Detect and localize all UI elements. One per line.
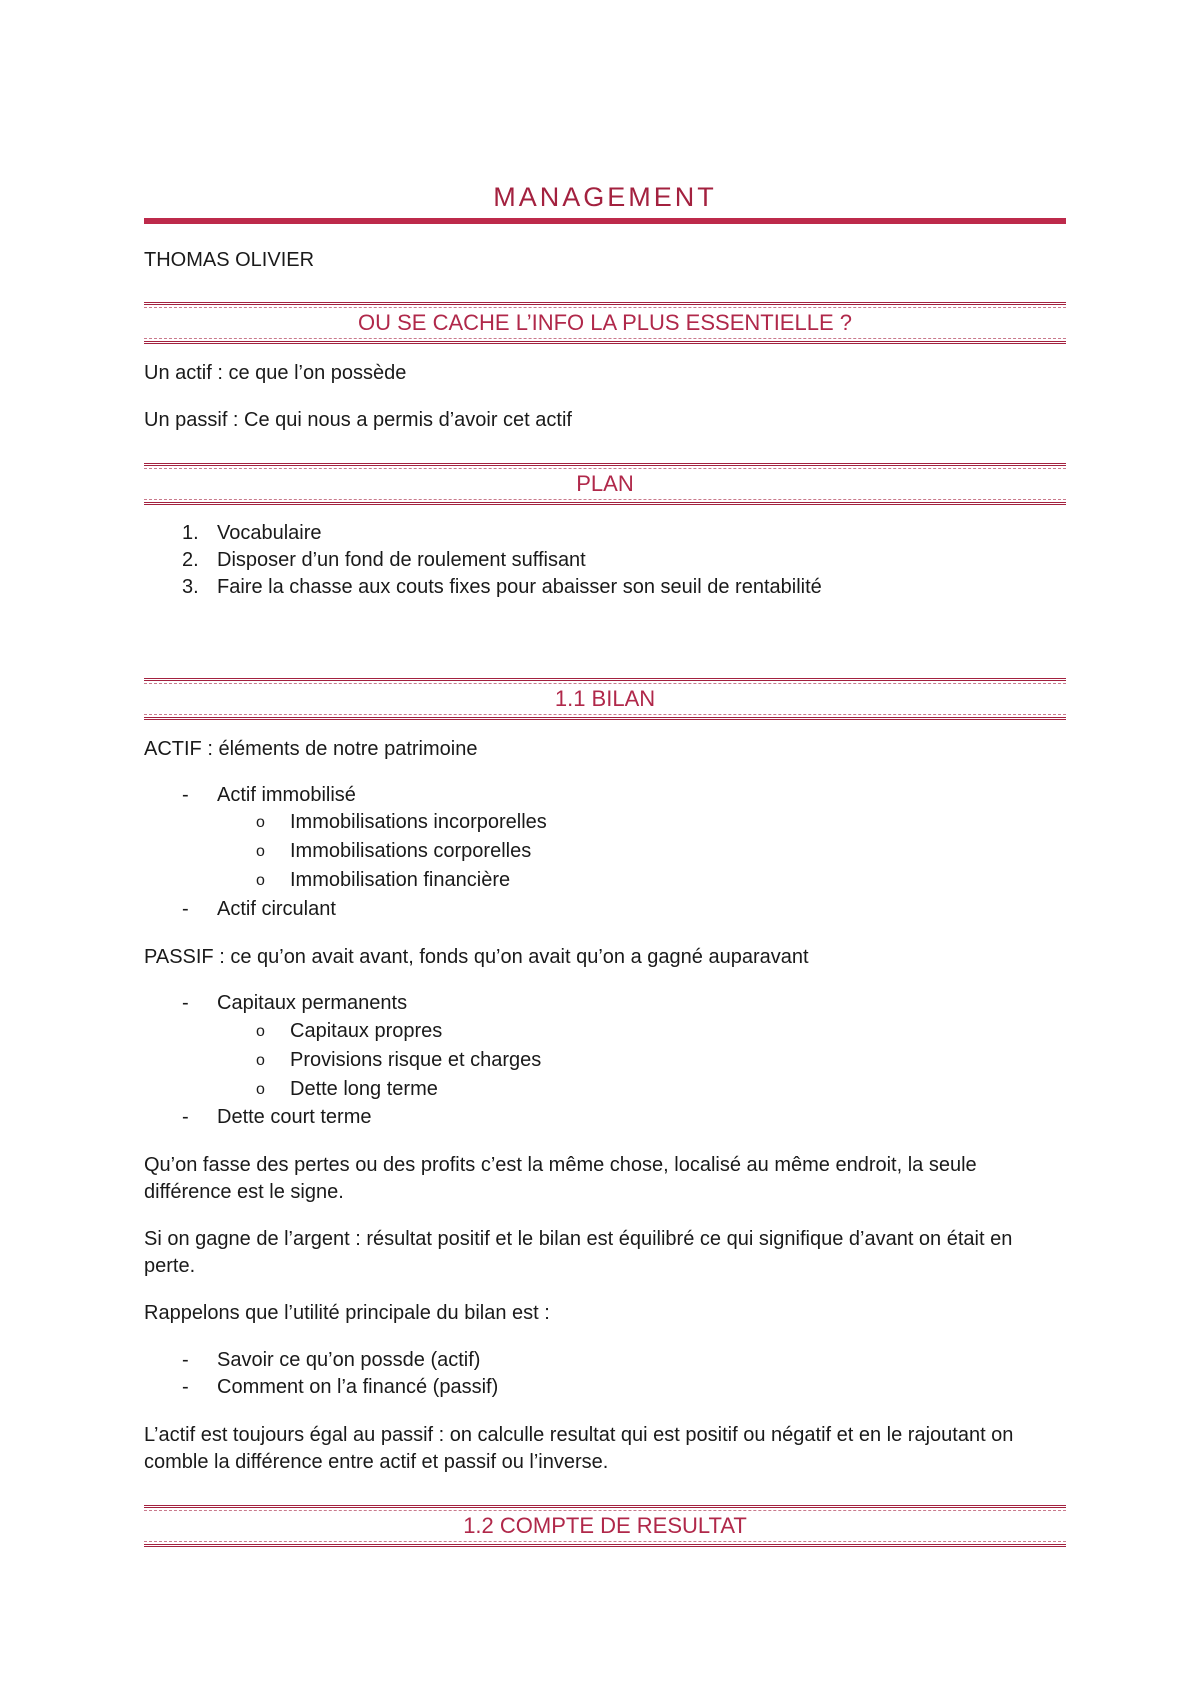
list-item: Dette court terme (217, 1106, 372, 1128)
paragraph: Qu’on fasse des pertes ou des profits c’est la même chose, localisé au même endroit, la seule différence est le signe. (144, 1154, 977, 1203)
section-title: 1.1 BILAN (554, 686, 656, 711)
paragraph: L’actif est toujours égal au passif : on calculle resultat qui est positif ou négatif et en le rajoutant on comble la différence entre actif et passif ou l’inverse. (144, 1424, 1014, 1473)
sub-list-item: Dette long terme (290, 1078, 438, 1100)
plan-item: Faire la chasse aux couts fixes pour abaisser son seuil de rentabilité (217, 576, 822, 598)
author-name: THOMAS OLIVIER (144, 249, 315, 271)
dash-bullet: - (182, 1349, 189, 1371)
sub-list-item: Immobilisations incorporelles (290, 811, 547, 833)
intro-passif: Un passif : Ce qui nous a permis d’avoir cet actif (144, 409, 572, 431)
section-title: OU SE CACHE L’INFO LA PLUS ESSENTIELLE ? (358, 310, 852, 335)
sub-list-item: Immobilisations corporelles (290, 840, 532, 862)
sub-list-item: Capitaux propres (290, 1020, 443, 1042)
list-number: 3. (182, 576, 199, 598)
section-title: 1.2 COMPTE DE RESULTAT (463, 1513, 747, 1538)
circle-bullet: o (256, 814, 265, 831)
plan-item: Disposer d’un fond de roulement suffisant (217, 549, 586, 571)
section-heading-compte-resultat (144, 1505, 1066, 1547)
list-item: Savoir ce qu’on possde (actif) (217, 1349, 481, 1371)
circle-bullet: o (256, 872, 265, 889)
dash-bullet: - (182, 1106, 189, 1128)
paragraph: Rappelons que l’utilité principale du bilan est : (144, 1302, 550, 1324)
list-item: Comment on l’a financé (passif) (217, 1376, 499, 1398)
circle-bullet: o (256, 1023, 265, 1040)
dash-bullet: - (182, 898, 189, 920)
actif-intro: ACTIF : éléments de notre patrimoine (144, 738, 478, 760)
list-number: 1. (182, 522, 199, 544)
dash-bullet: - (182, 992, 189, 1014)
list-item: Actif immobilisé (217, 784, 356, 806)
plan-item: Vocabulaire (217, 522, 322, 544)
intro-actif: Un actif : ce que l’on possède (144, 362, 407, 384)
paragraph: Si on gagne de l’argent : résultat positif et le bilan est équilibré ce qui signifique d’avant on était en perte. (144, 1228, 1013, 1277)
section-heading-bilan (144, 678, 1066, 720)
passif-intro: PASSIF : ce qu’on avait avant, fonds qu’on avait qu’on a gagné auparavant (144, 946, 809, 968)
dash-bullet: - (182, 784, 189, 806)
section-heading-plan (144, 463, 1066, 505)
list-number: 2. (182, 549, 199, 571)
circle-bullet: o (256, 1052, 265, 1069)
section-heading-info (144, 302, 1066, 344)
list-item: Capitaux permanents (217, 992, 408, 1014)
document-title: MANAGEMENT (493, 182, 717, 212)
title-rule (144, 218, 1066, 224)
sub-list-item: Immobilisation financière (290, 869, 511, 891)
circle-bullet: o (256, 1081, 265, 1098)
section-title: PLAN (576, 471, 634, 496)
list-item: Actif circulant (217, 898, 336, 920)
circle-bullet: o (256, 843, 265, 860)
sub-list-item: Provisions risque et charges (290, 1049, 542, 1071)
dash-bullet: - (182, 1376, 189, 1398)
